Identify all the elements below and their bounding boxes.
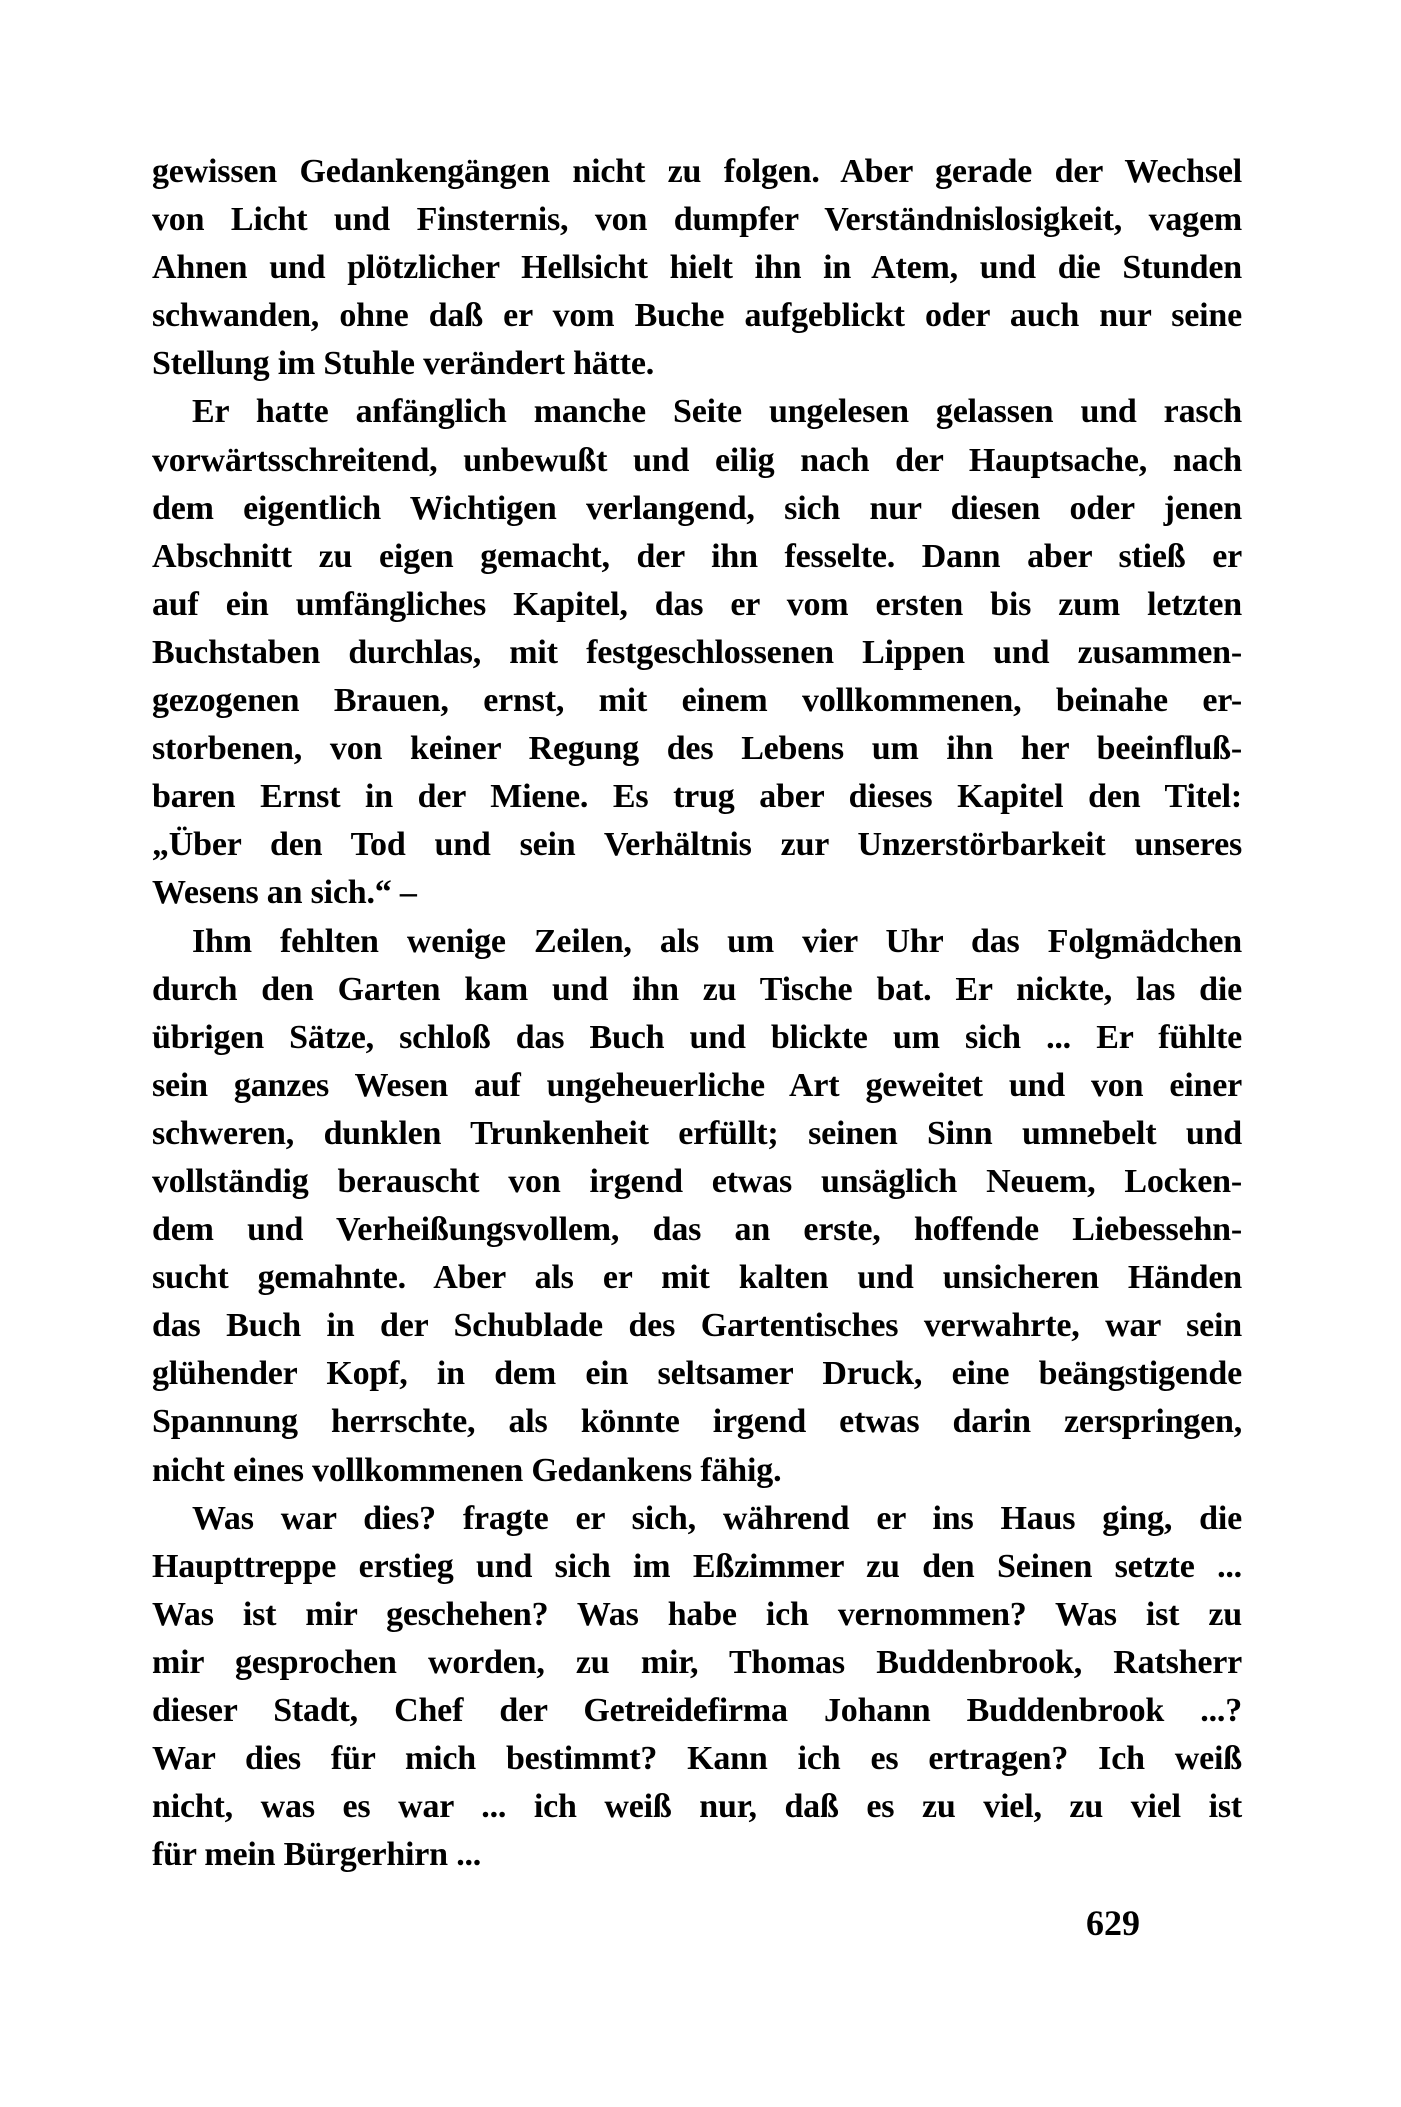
text-line bbox=[152, 821, 1242, 869]
text-line-content: vorwärtsschreitend, unbewußt und eilig nach der Hauptsache, nach bbox=[152, 441, 1242, 479]
text-line bbox=[152, 1495, 1242, 1543]
page-number: 629 bbox=[1086, 1903, 1140, 1943]
text-line-content: mir gesprochen worden, zu mir, Thomas Buddenbrook, Ratsherr bbox=[152, 1643, 1242, 1681]
text-line bbox=[152, 1543, 1242, 1591]
text-line-content: vollständig berauscht von irgend etwas unsäglich Neuem, Locken- bbox=[152, 1162, 1242, 1200]
text-line-content: gewissen Gedankengängen nicht zu folgen. Aber gerade der Wechsel bbox=[152, 153, 1242, 190]
text-line-content: Buchstaben durchlas, mit festgeschlossenen Lippen und zusammen- bbox=[152, 633, 1242, 671]
text-line-content: gezogenen Brauen, ernst, mit einem vollkommenen, beinahe er- bbox=[152, 682, 1242, 720]
text-line-content: War dies für mich bestimmt? Kann ich es ertragen? Ich weiß bbox=[152, 1740, 1242, 1778]
text-line bbox=[152, 1014, 1242, 1062]
text-line bbox=[152, 1398, 1242, 1446]
text-line bbox=[152, 244, 1242, 292]
text-line bbox=[152, 966, 1242, 1014]
text-line-content: nicht eines vollkommenen Gedankens fähig. bbox=[152, 1451, 782, 1489]
text-line-content: Ihm fehlten wenige Zeilen, als um vier Uhr das Folgmädchen bbox=[192, 922, 1242, 960]
text-line bbox=[152, 1350, 1242, 1398]
text-line-content: Wesens an sich.“ – bbox=[152, 874, 417, 912]
paragraph bbox=[152, 388, 1242, 917]
text-line bbox=[152, 485, 1242, 533]
text-line-content: sein ganzes Wesen auf ungeheuerliche Art geweitet und von einer bbox=[152, 1066, 1242, 1104]
text-line bbox=[152, 437, 1242, 485]
text-line bbox=[152, 1831, 1242, 1879]
text-line bbox=[152, 340, 1242, 388]
text-line-content: schweren, dunklen Trunkenheit erfüllt; seinen Sinn umnebelt und bbox=[152, 1114, 1242, 1152]
text-line bbox=[152, 1639, 1242, 1687]
text-line-content: auf ein umfängliches Kapitel, das er vom ersten bis zum letzten bbox=[152, 585, 1242, 623]
text-line bbox=[152, 292, 1242, 340]
text-line bbox=[152, 1110, 1242, 1158]
paragraph bbox=[152, 918, 1242, 1495]
text-line-content: dem und Verheißungsvollem, das an erste, hoffende Liebessehn- bbox=[152, 1211, 1242, 1249]
text-line bbox=[152, 1062, 1242, 1110]
text-line-content: Was ist mir geschehen? Was habe ich vernommen? Was ist zu bbox=[152, 1595, 1242, 1633]
text-line-content: glühender Kopf, in dem ein seltsamer Druck, eine beängstigende bbox=[152, 1355, 1242, 1393]
text-line bbox=[152, 148, 1242, 196]
text-line-content: das Buch in der Schublade des Gartentisches verwahrte, war sein bbox=[152, 1307, 1242, 1345]
text-line bbox=[152, 869, 1242, 917]
text-line bbox=[152, 1735, 1242, 1783]
text-line bbox=[152, 725, 1242, 773]
text-line-content: Stellung im Stuhle verändert hätte. bbox=[152, 345, 655, 383]
text-line bbox=[152, 1158, 1242, 1206]
text-line-content: schwanden, ohne daß er vom Buche aufgeblickt oder auch nur seine bbox=[152, 297, 1242, 335]
text-line bbox=[152, 1783, 1242, 1831]
text-line-content: Abschnitt zu eigen gemacht, der ihn fesselte. Dann aber stieß er bbox=[152, 537, 1242, 575]
text-line bbox=[152, 629, 1242, 677]
text-line-content: von Licht und Finsternis, von dumpfer Verständnislosigkeit, vagem bbox=[152, 201, 1242, 239]
paragraph bbox=[152, 1495, 1242, 1880]
text-line-content: Haupttreppe erstieg und sich im Eßzimmer zu den Seinen setzte ... bbox=[152, 1547, 1242, 1585]
text-line-content: durch den Garten kam und ihn zu Tische bat. Er nickte, las die bbox=[152, 970, 1242, 1008]
book-page-text bbox=[152, 148, 1242, 1879]
text-line-content: Ahnen und plötzlicher Hellsicht hielt ihn in Atem, und die Stunden bbox=[152, 249, 1242, 287]
paragraph bbox=[152, 148, 1242, 388]
text-line bbox=[152, 773, 1242, 821]
text-line bbox=[152, 1687, 1242, 1735]
text-line bbox=[152, 918, 1242, 966]
text-line-content: sucht gemahnte. Aber als er mit kalten und unsicheren Händen bbox=[152, 1259, 1242, 1297]
text-line-content: „Über den Tod und sein Verhältnis zur Unzerstörbarkeit unseres bbox=[152, 826, 1242, 864]
text-line bbox=[152, 581, 1242, 629]
text-line-content: storbenen, von keiner Regung des Lebens um ihn her beeinfluß- bbox=[152, 730, 1242, 768]
text-line-content: baren Ernst in der Miene. Es trug aber dieses Kapitel den Titel: bbox=[152, 778, 1242, 816]
text-line bbox=[152, 196, 1242, 244]
text-line-content: Spannung herrschte, als könnte irgend etwas darin zerspringen, bbox=[152, 1403, 1242, 1441]
text-line-content: nicht, was es war ... ich weiß nur, daß es zu viel, zu viel ist bbox=[152, 1788, 1242, 1826]
text-line-content: dem eigentlich Wichtigen verlangend, sich nur diesen oder jenen bbox=[152, 489, 1242, 527]
text-line-content: Er hatte anfänglich manche Seite ungelesen gelassen und rasch bbox=[192, 393, 1242, 431]
text-line bbox=[152, 677, 1242, 725]
text-line bbox=[152, 1591, 1242, 1639]
text-line bbox=[152, 388, 1242, 436]
text-line bbox=[152, 533, 1242, 581]
text-line-content: übrigen Sätze, schloß das Buch und blickte um sich ... Er fühlte bbox=[152, 1018, 1242, 1056]
text-line-content: dieser Stadt, Chef der Getreidefirma Johann Buddenbrook ...? bbox=[152, 1692, 1242, 1729]
text-line bbox=[152, 1206, 1242, 1254]
text-line-content: Was war dies? fragte er sich, während er ins Haus ging, die bbox=[192, 1499, 1242, 1537]
text-line bbox=[152, 1447, 1242, 1495]
text-line bbox=[152, 1254, 1242, 1302]
text-line-content: für mein Bürgerhirn ... bbox=[152, 1836, 482, 1874]
text-line bbox=[152, 1302, 1242, 1350]
